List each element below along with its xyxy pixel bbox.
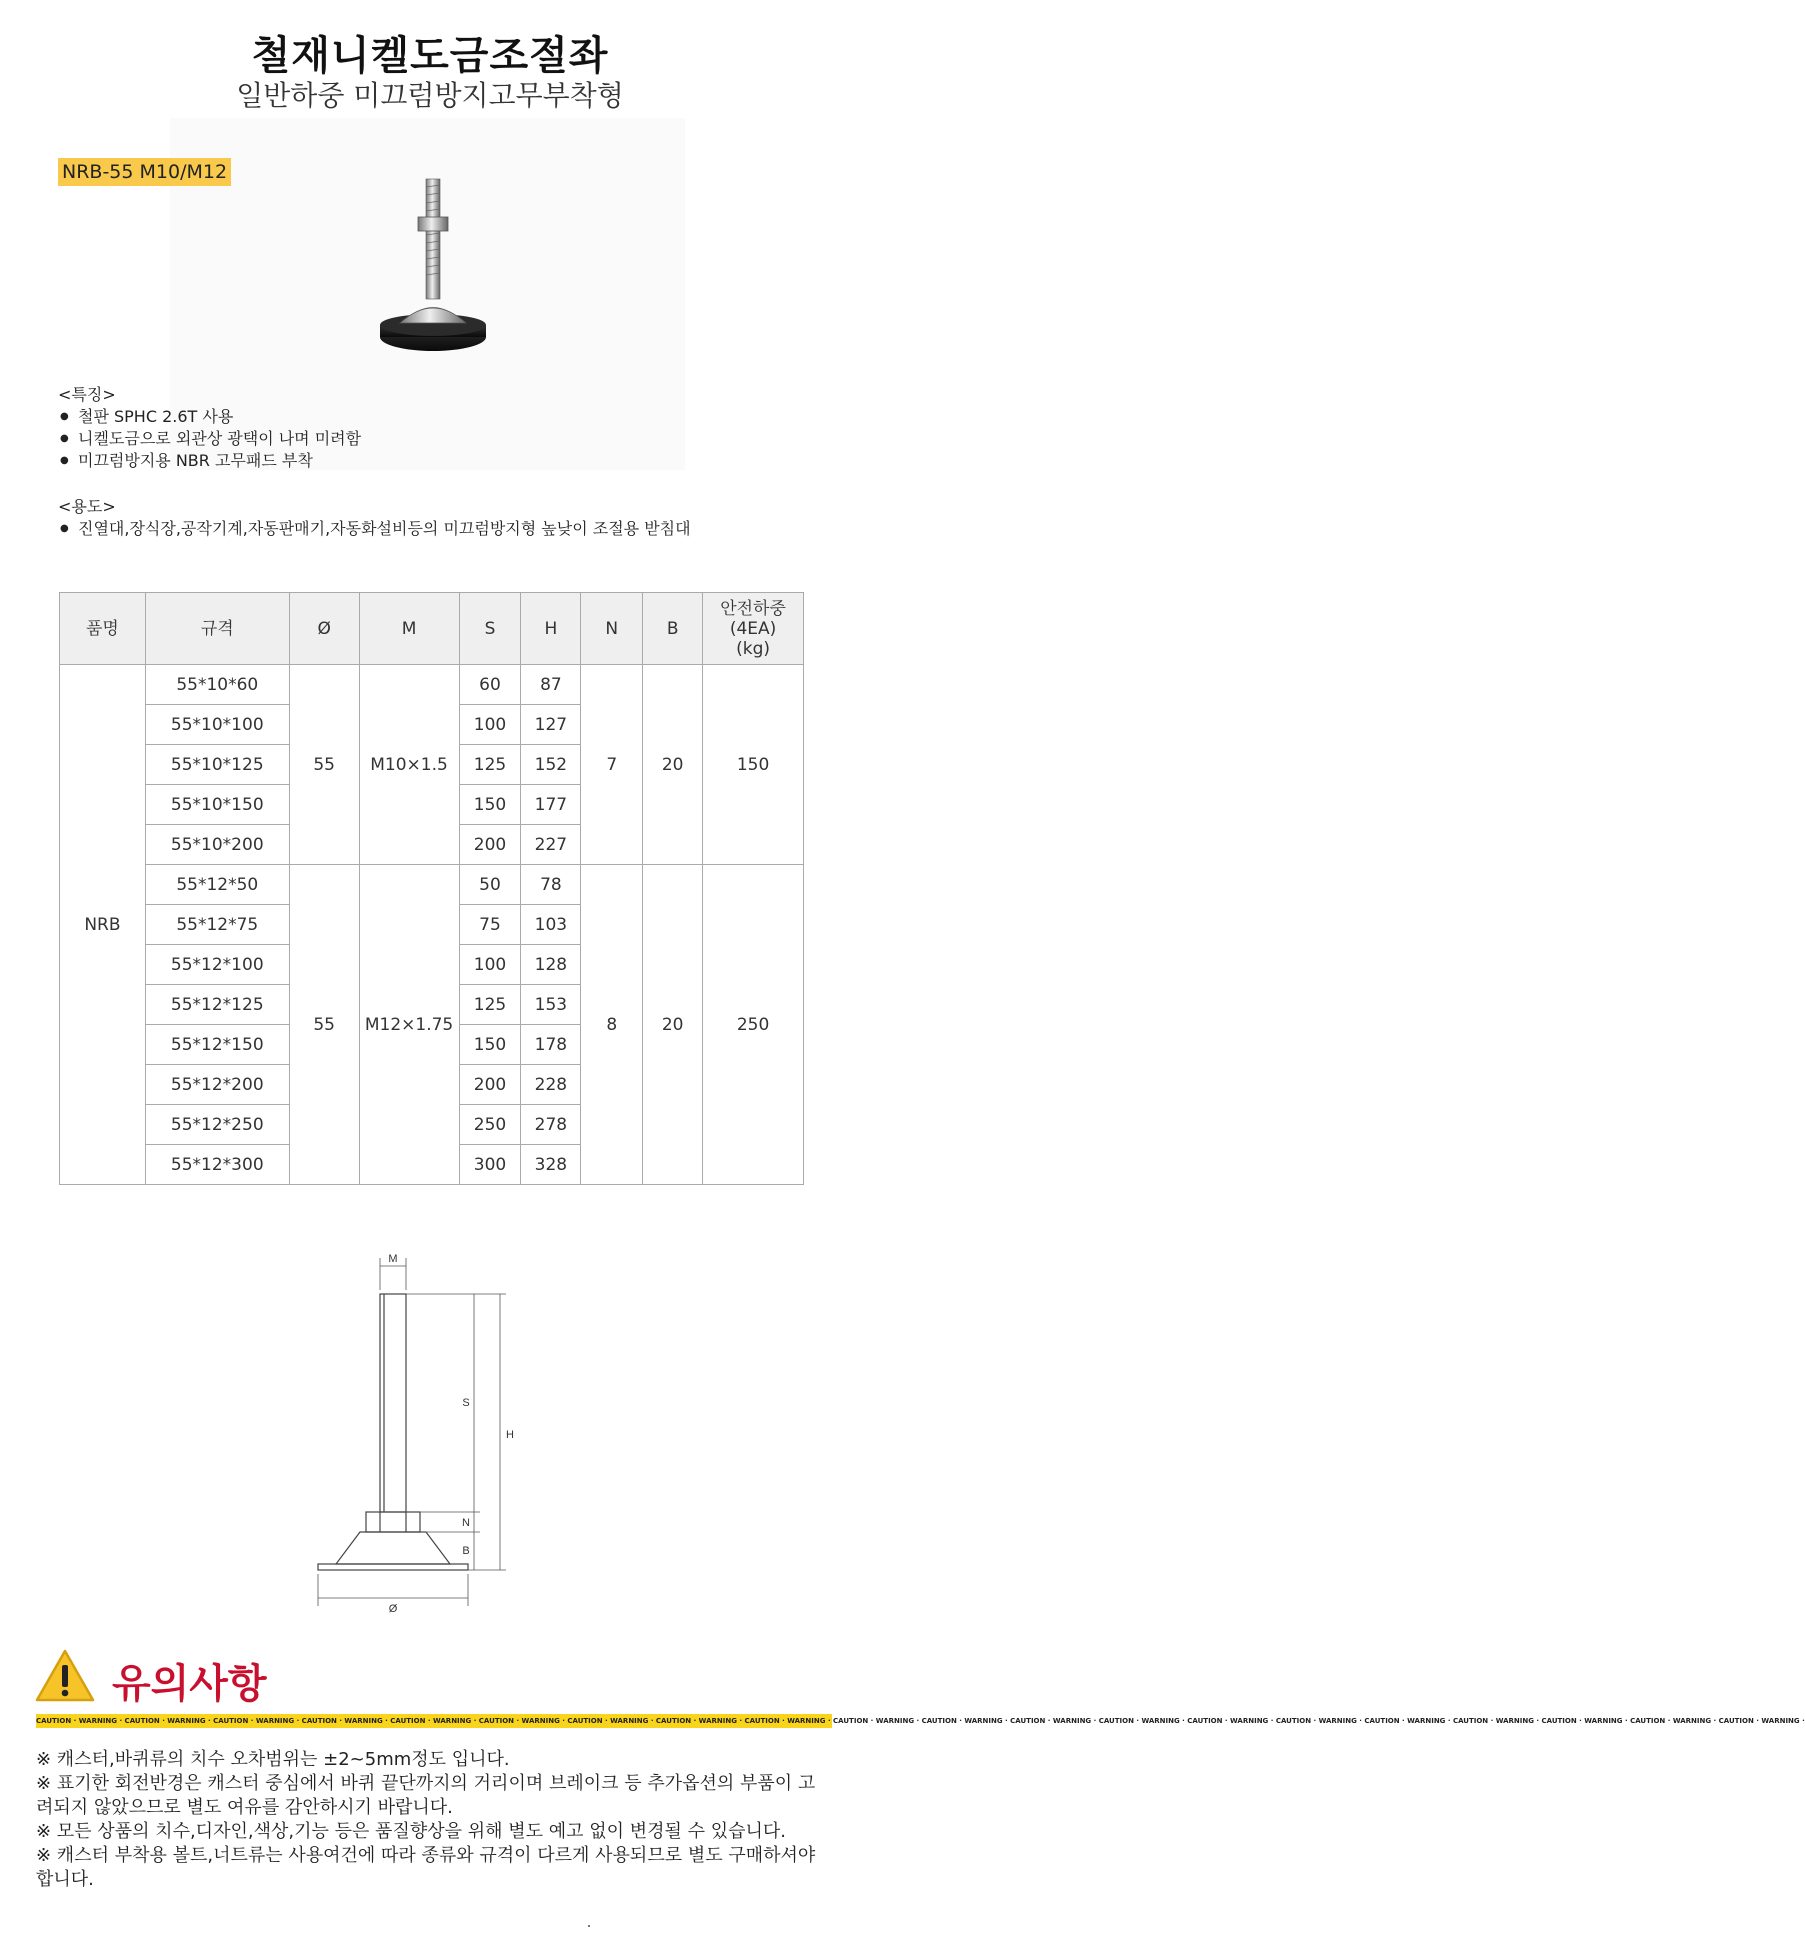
caution-title: 유의사항 bbox=[112, 1661, 267, 1707]
spec-col-header: 품명 bbox=[60, 593, 146, 665]
spec-cell: 55*12*125 bbox=[145, 985, 289, 1025]
spec-cell: 55*10*200 bbox=[145, 825, 289, 865]
warning-icon bbox=[34, 1648, 96, 1704]
b-cell: 20 bbox=[643, 865, 703, 1185]
spec-cell: 55*12*200 bbox=[145, 1065, 289, 1105]
base-plate bbox=[336, 1532, 450, 1564]
s-cell: 125 bbox=[459, 985, 521, 1025]
spec-col-header: Ø bbox=[289, 593, 359, 665]
s-cell: 150 bbox=[459, 1025, 521, 1065]
diameter-cell: 55 bbox=[289, 665, 359, 865]
spec-col-header: N bbox=[581, 593, 643, 665]
feature-item: ● 니켈도금으로 외관상 광택이 나며 미려함 bbox=[58, 428, 361, 450]
spec-cell: 55*10*100 bbox=[145, 705, 289, 745]
spec-cell: 55*12*50 bbox=[145, 865, 289, 905]
spec-cell: 55*12*100 bbox=[145, 945, 289, 985]
diameter-cell: 55 bbox=[289, 865, 359, 1185]
h-cell: 227 bbox=[521, 825, 581, 865]
caution-note: ※ 표기한 회전반경은 캐스터 중심에서 바퀴 끝단까지의 거리이며 브레이크 등 추가옵션의 부품이 고려되지 않았으므로 별도 여유를 감안하시기 바랍니다. bbox=[36, 1773, 816, 1818]
feature-item: ● 미끄럼방지용 NBR 고무패드 부착 bbox=[58, 450, 361, 472]
s-cell: 75 bbox=[459, 905, 521, 945]
spec-col-header: H bbox=[521, 593, 581, 665]
spec-col-header: B bbox=[643, 593, 703, 665]
spec-col-header: 안전하중 (4EA) (kg) bbox=[703, 593, 804, 665]
n-cell: 8 bbox=[581, 865, 643, 1185]
h-cell: 127 bbox=[521, 705, 581, 745]
spec-table bbox=[59, 592, 804, 1185]
spec-cell: 55*12*75 bbox=[145, 905, 289, 945]
spec-cell: 55*10*150 bbox=[145, 785, 289, 825]
diagram-label-m: M bbox=[388, 1253, 398, 1265]
h-cell: 78 bbox=[521, 865, 581, 905]
spec-col-header: M bbox=[359, 593, 459, 665]
thread-cell: M10×1.5 bbox=[359, 665, 459, 865]
s-cell: 100 bbox=[459, 945, 521, 985]
page-subtitle: 일반하중 미끄럼방지고무부착형 bbox=[236, 79, 624, 112]
load-cell: 250 bbox=[703, 865, 804, 1185]
spec-cell: 55*10*125 bbox=[145, 745, 289, 785]
caution-note: ※ 모든 상품의 치수,디자인,색상,기능 등은 품질향상을 위해 별도 예고 없이 변경될 수 있습니다. bbox=[36, 1821, 786, 1842]
diagram-label-s: S bbox=[462, 1397, 470, 1409]
s-cell: 300 bbox=[459, 1145, 521, 1185]
diagram-label-h: H bbox=[506, 1429, 514, 1441]
s-cell: 200 bbox=[459, 1065, 521, 1105]
diagram-label-dia: Ø bbox=[388, 1603, 398, 1615]
table-row bbox=[60, 665, 804, 705]
caution-warning-band: CAUTION · WARNING · CAUTION · WARNING · CAUTION · WARNING · CAUTION · WARNING · CAUTION · WARNING · CAUTION · WARNING · CAUTION · WARNING · CAUTION · WARNING · CAUTION · WARNING · CAUTION · WARNING · CAUTION · WARNING · CAUTION · WARNING · CAUTION · WARNING · CAUTION · WARNING · CAUTION · WARNING · CAUTION · WARNING · CAUTION · WARNING · CAUTION · WARNING · CAUTION · WARNING · CAUTION · WARNING · bbox=[36, 1714, 832, 1728]
b-cell: 20 bbox=[643, 665, 703, 865]
thread-cell: M12×1.75 bbox=[359, 865, 459, 1185]
model-badge: NRB-55 M10/M12 bbox=[58, 158, 231, 186]
spec-cell: 55*12*300 bbox=[145, 1145, 289, 1185]
h-cell: 103 bbox=[521, 905, 581, 945]
n-cell: 7 bbox=[581, 665, 643, 865]
spec-cell: 55*12*250 bbox=[145, 1105, 289, 1145]
h-cell: 278 bbox=[521, 1105, 581, 1145]
s-cell: 125 bbox=[459, 745, 521, 785]
s-cell: 250 bbox=[459, 1105, 521, 1145]
h-cell: 153 bbox=[521, 985, 581, 1025]
h-cell: 177 bbox=[521, 785, 581, 825]
hex-nut bbox=[366, 1512, 420, 1532]
s-cell: 150 bbox=[459, 785, 521, 825]
load-cell: 150 bbox=[703, 665, 804, 865]
caution-note: ※ 캐스터,바퀴류의 치수 오차범위는 ±2~5mm정도 입니다. bbox=[36, 1749, 510, 1770]
s-cell: 60 bbox=[459, 665, 521, 705]
product-name-cell: NRB bbox=[60, 665, 146, 1185]
s-cell: 100 bbox=[459, 705, 521, 745]
diagram-label-n: N bbox=[462, 1517, 470, 1529]
usage-heading: <용도> bbox=[58, 497, 116, 516]
diagram-label-b: B bbox=[462, 1545, 470, 1557]
page-title: 철재니켈도금조절좌 bbox=[251, 33, 609, 79]
usage-item: ● 진열대,장식장,공작기계,자동판매기,자동화설비등의 미끄럼방지형 높낮이 조절용 받침대 bbox=[58, 518, 691, 540]
table-row bbox=[60, 865, 804, 905]
rubber-pad bbox=[318, 1564, 468, 1570]
usage-section bbox=[58, 496, 691, 540]
spec-table-header bbox=[60, 593, 804, 665]
dimension-diagram bbox=[300, 1234, 580, 1614]
spec-col-header: 규격 bbox=[145, 593, 289, 665]
spec-cell: 55*12*150 bbox=[145, 1025, 289, 1065]
decorative-dot bbox=[588, 1925, 590, 1927]
caution-note: ※ 캐스터 부착용 볼트,너트류는 사용여건에 따라 종류와 규격이 다르게 사용되므로 별도 구매하셔야 합니다. bbox=[36, 1845, 816, 1890]
h-cell: 128 bbox=[521, 945, 581, 985]
h-cell: 87 bbox=[521, 665, 581, 705]
features-section bbox=[58, 384, 361, 472]
h-cell: 328 bbox=[521, 1145, 581, 1185]
leveling-foot-product-image bbox=[360, 175, 520, 360]
s-cell: 50 bbox=[459, 865, 521, 905]
h-cell: 228 bbox=[521, 1065, 581, 1105]
h-cell: 178 bbox=[521, 1025, 581, 1065]
caution-notes bbox=[36, 1748, 826, 1892]
spec-col-header: S bbox=[459, 593, 521, 665]
h-cell: 152 bbox=[521, 745, 581, 785]
features-heading: <특징> bbox=[58, 385, 116, 404]
feature-item: ● 철판 SPHC 2.6T 사용 bbox=[58, 406, 361, 428]
spec-cell: 55*10*60 bbox=[145, 665, 289, 705]
s-cell: 200 bbox=[459, 825, 521, 865]
